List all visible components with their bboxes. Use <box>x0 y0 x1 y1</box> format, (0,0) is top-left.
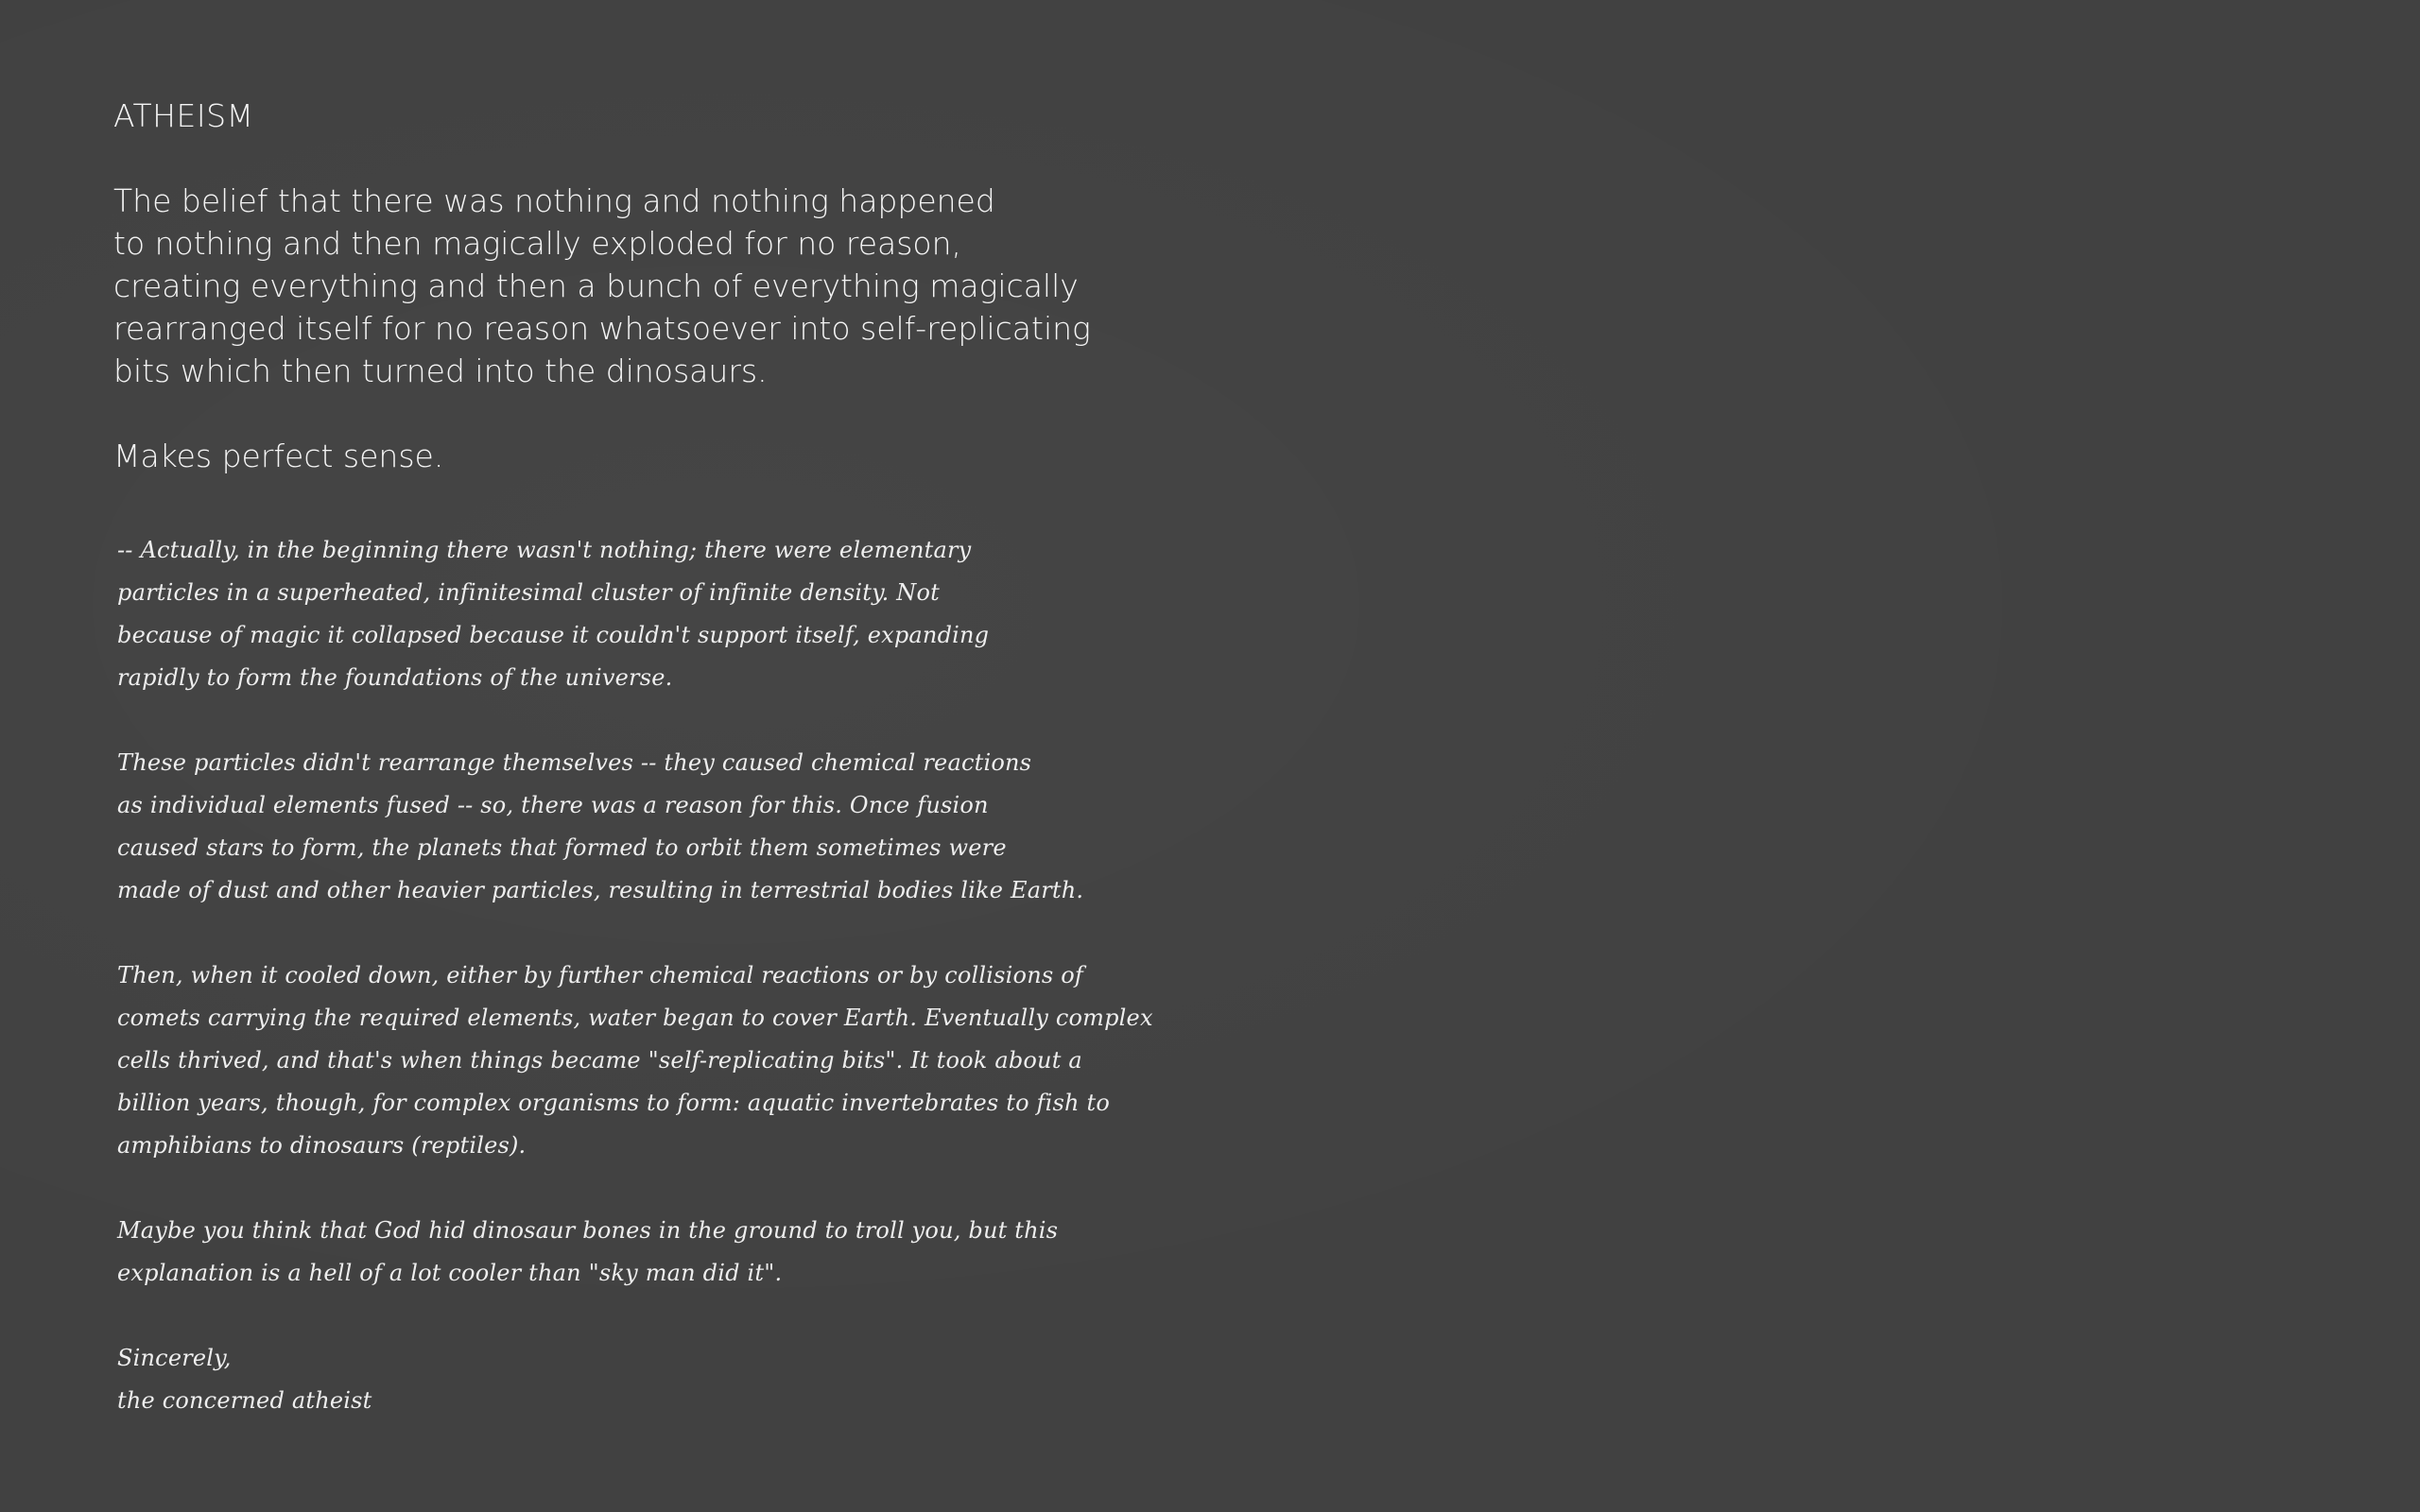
reply-line: cells thrived, and that's when things became "self-replicating bits". It took about a <box>117 1047 1082 1074</box>
reply-line: amphibians to dinosaurs (reptiles). <box>117 1132 527 1159</box>
signoff-line: the concerned atheist <box>117 1387 372 1414</box>
reply-line: rapidly to form the foundations of the universe. <box>117 664 673 691</box>
reply-line: Maybe you think that God hid dinosaur bones in the ground to troll you, but this <box>117 1217 1059 1244</box>
signoff <box>117 1337 1233 1422</box>
page-title: ATHEISM <box>113 97 254 134</box>
reply-line: as individual elements fused -- so, there was a reason for this. Once fusion <box>117 792 989 818</box>
statement-line: creating everything and then a bunch of everything magically <box>113 267 1079 304</box>
reply-line: Then, when it cooled down, either by further chemical reactions or by collisions of <box>117 962 1083 988</box>
signoff-line: Sincerely, <box>117 1345 232 1371</box>
statement <box>113 180 1091 392</box>
statement-line: rearranged itself for no reason whatsoever into self-replicating <box>113 310 1091 347</box>
reply-line: made of dust and other heavier particles, resulting in terrestrial bodies like Earth. <box>117 877 1084 903</box>
reply-line: because of magic it collapsed because it couldn't support itself, expanding <box>117 622 990 648</box>
reply-paragraph-4 <box>117 1210 1233 1295</box>
reply-line: These particles didn't rearrange themselves -- they caused chemical reactions <box>117 749 1032 776</box>
reply-paragraph-1 <box>117 529 1233 699</box>
tagline: Makes perfect sense. <box>113 438 444 474</box>
reply-line: particles in a superheated, infinitesimal cluster of infinite density. Not <box>117 579 940 606</box>
reply-block <box>117 529 1233 1422</box>
reply-line: billion years, though, for complex organisms to form: aquatic invertebrates to fish to <box>117 1090 1110 1116</box>
reply-line: explanation is a hell of a lot cooler than "sky man did it". <box>117 1260 783 1286</box>
reply-line: caused stars to form, the planets that formed to orbit them sometimes were <box>117 834 1007 861</box>
statement-line: to nothing and then magically exploded for no reason, <box>113 225 962 262</box>
statement-line: The belief that there was nothing and nothing happened <box>113 182 995 219</box>
reply-line: comets carrying the required elements, water began to cover Earth. Eventually complex <box>117 1005 1153 1031</box>
statement-line: bits which then turned into the dinosaurs. <box>113 352 768 389</box>
header-block <box>113 94 1091 477</box>
reply-line: -- Actually, in the beginning there wasn't nothing; there were elementary <box>117 537 972 563</box>
reply-paragraph-2 <box>117 742 1233 912</box>
reply-paragraph-3 <box>117 954 1233 1167</box>
